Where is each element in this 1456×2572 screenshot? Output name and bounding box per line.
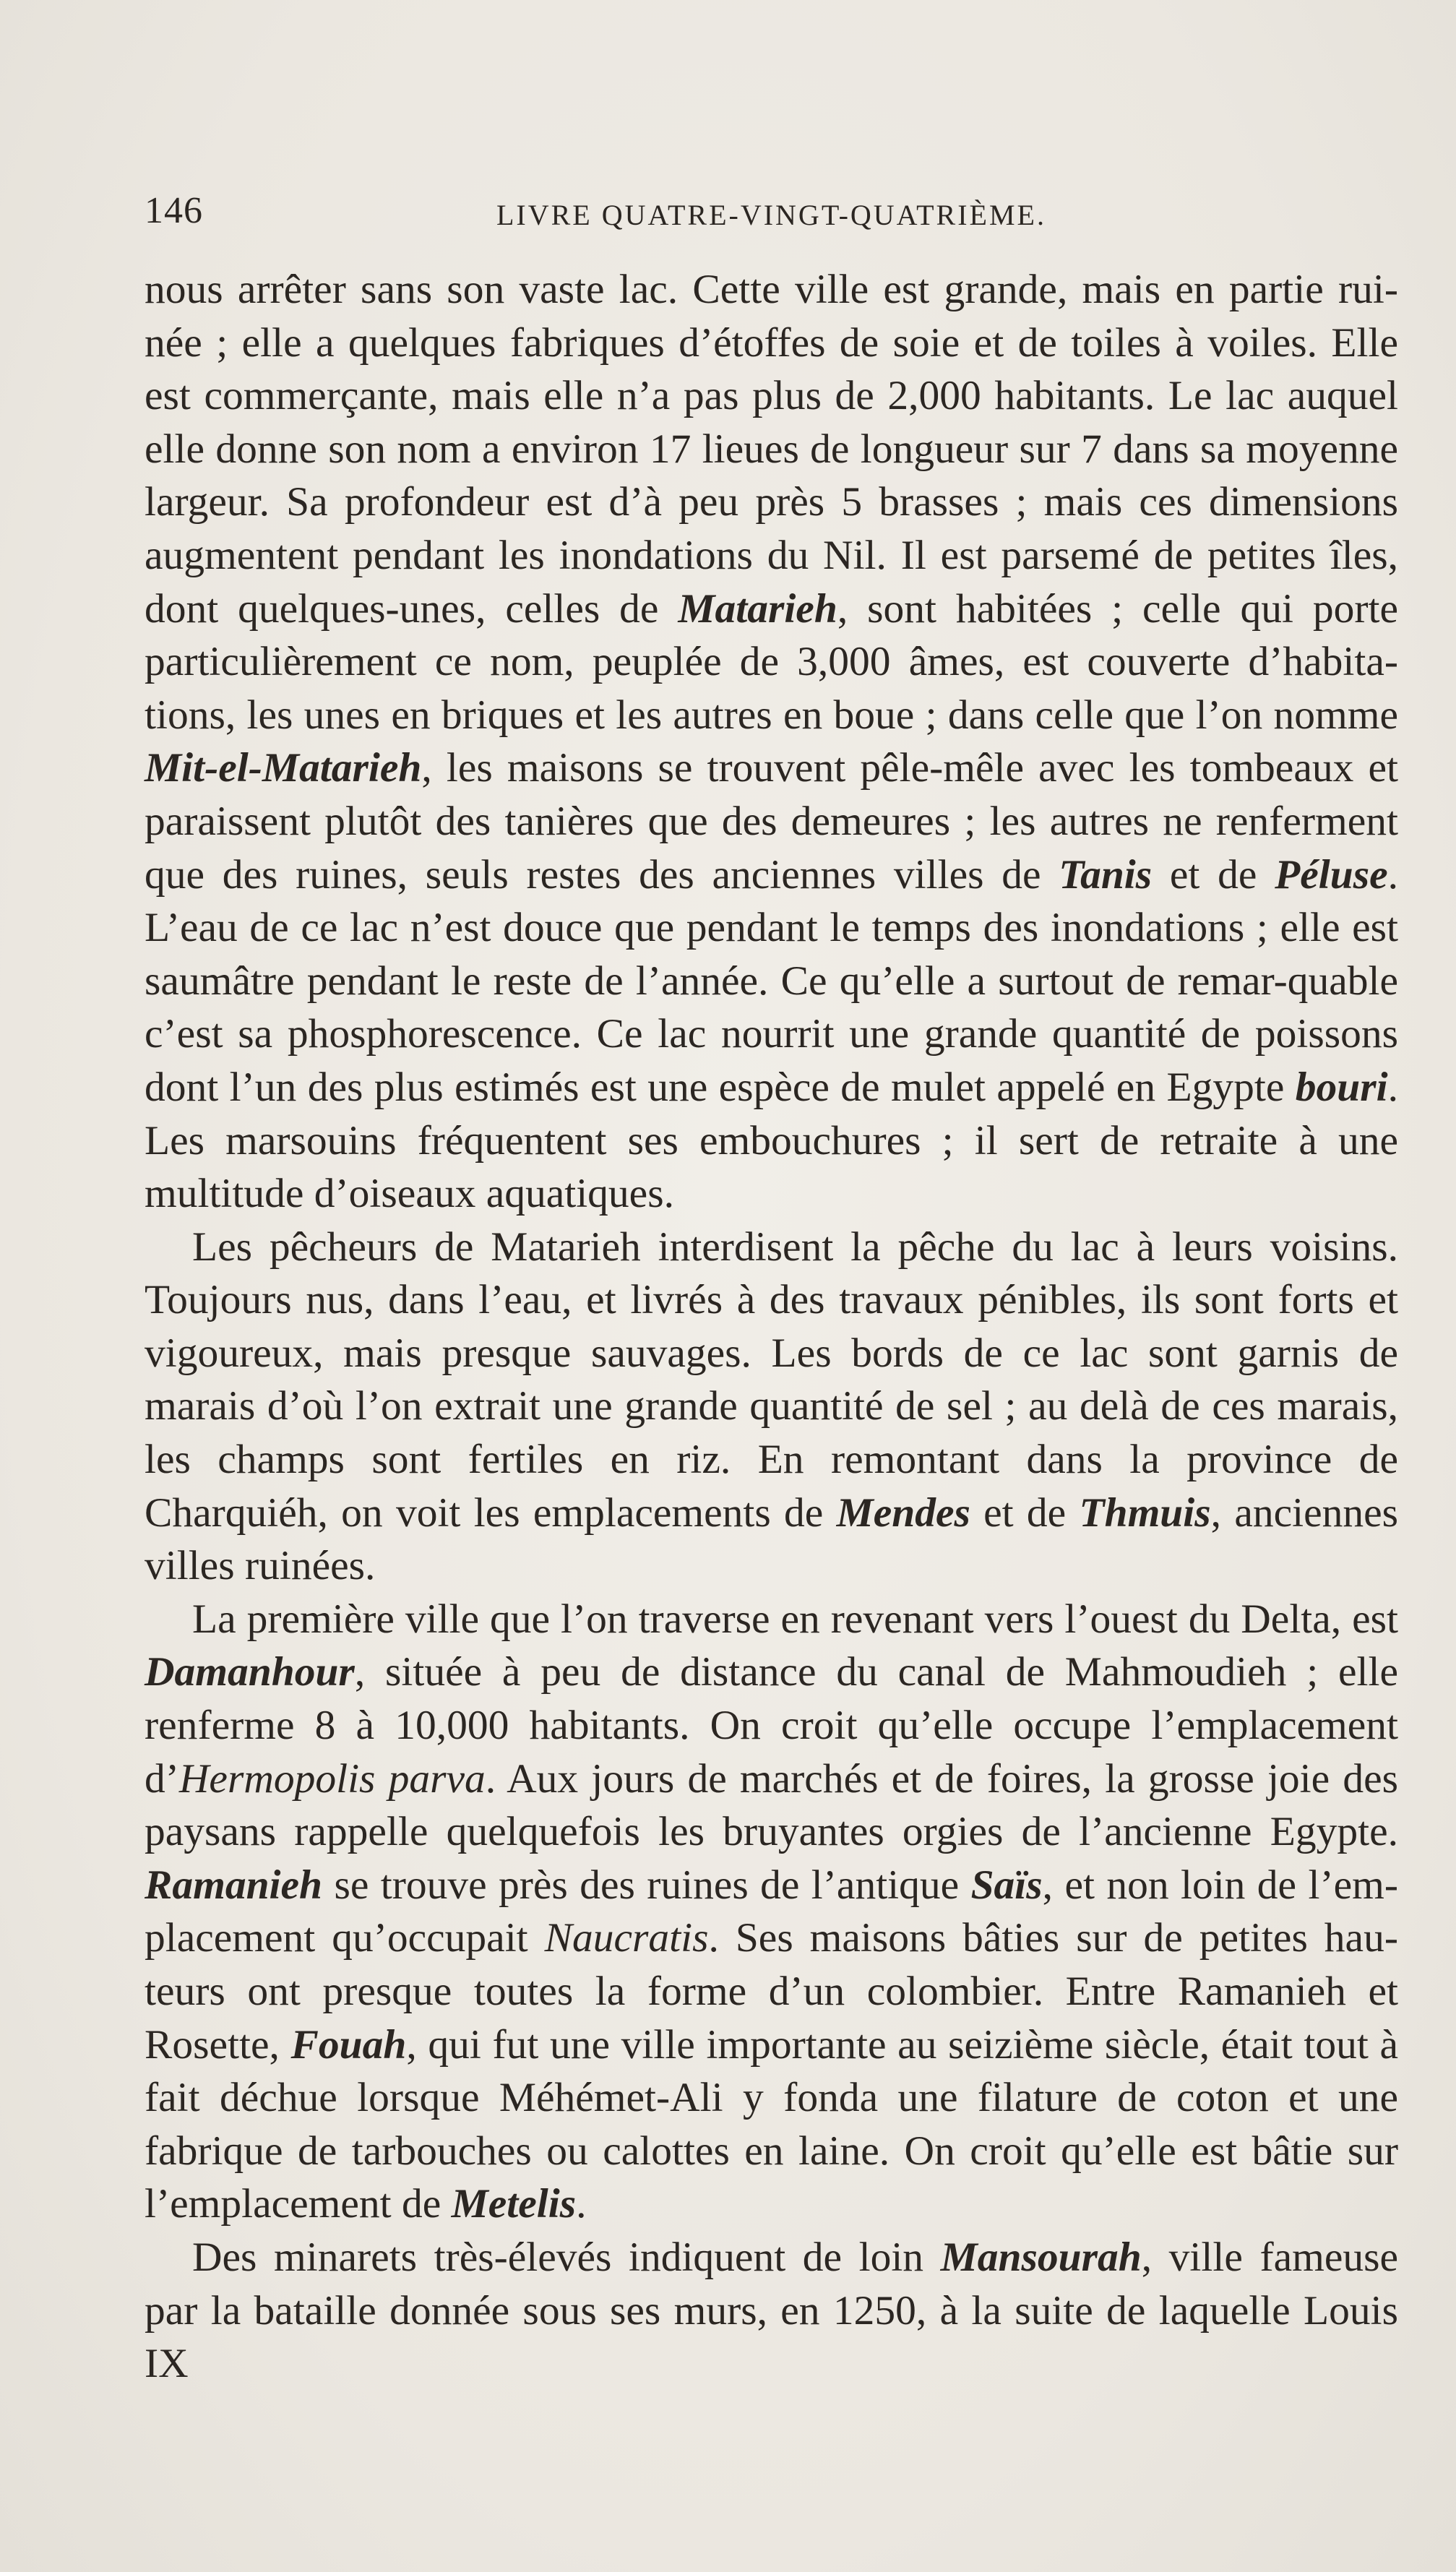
text-run: et de: [1152, 851, 1275, 898]
text-run: . L’eau de ce lac n’est douce que pendant le temps des inondations ; elle est saumâtre pendant le reste de l’année. Ce qu’elle a surtout de remar-quable c’est sa phosphorescence. Ce lac nourrit une grande quantité de poissons dont l’un des plus estimés est une espèce de mulet appelé en Egypte: [145, 851, 1398, 1110]
body-text: [145, 263, 1398, 2391]
text-run: . Aux jours de marchés et de foires, la grosse joie des paysans rappelle quelquefois les bruyantes orgies de l’ancienne Egypte.: [145, 1755, 1398, 1855]
paragraph: [145, 1221, 1398, 1593]
text-run: et de: [970, 1489, 1080, 1536]
emphasized-name: Damanhour: [145, 1649, 355, 1695]
page-number: 146: [145, 190, 203, 231]
text-run: Des minarets très-élevés indiquent de loin: [192, 2234, 941, 2280]
emphasized-name: Péluse: [1275, 851, 1388, 898]
paragraph: [145, 1593, 1398, 2231]
page-header: [145, 189, 1398, 233]
text-run: , qui fut une ville importante au seizième siècle, était tout à fait déchue lorsque Méhémet-Ali y fonda une filature de coton et une fabrique de tarbouches ou calottes en laine. On croit qu’elle est bâtie sur l’emplacement de: [145, 2021, 1398, 2227]
emphasized-name: Metelis: [451, 2181, 577, 2227]
text-run: , et non loin de l’em-placement qu’occupait: [145, 1862, 1398, 1961]
text-run: , anciennes villes ruinées.: [145, 1489, 1399, 1589]
emphasized-name: Naucratis: [544, 1915, 709, 1961]
text-run: nous arrêter sans son vaste lac. Cette ville est grande, mais en partie rui-née ; elle a quelques fabriques d’étoffes de soie et de toiles à voiles. Elle est commerçante, mais elle n’a pas plus de 2,000 habitants. Le lac auquel elle donne son nom a environ 17 lieues de longueur sur 7 dans sa moyenne largeur. Sa profondeur est d’à peu près 5 brasses ; mais ces dimensions augmentent pendant les inondations du Nil. Il est parsemé de petites îles, dont quelques-unes, celles de: [145, 267, 1398, 632]
text-run: .: [576, 2181, 587, 2227]
paragraph: [145, 263, 1398, 1221]
text-run: . Ses maisons bâties sur de petites hau-teurs ont presque toutes la forme d’un colombier. Entre Ramanieh et Rosette,: [145, 1915, 1398, 2068]
emphasized-name: Matarieh: [678, 585, 837, 632]
text-run: La première ville que l’on traverse en revenant vers l’ouest du Delta, est: [192, 1596, 1398, 1642]
paragraph: [145, 2231, 1398, 2391]
text-run: , située à peu de distance du canal de Mahmoudieh ; elle renferme 8 à 10,000 habitants. On croit qu’elle occupe l’emplacement d’: [145, 1649, 1398, 1802]
emphasized-name: Mansourah: [940, 2234, 1142, 2280]
emphasized-name: Mit-el-Matarieh: [145, 745, 422, 791]
emphasized-name: Saïs: [970, 1862, 1043, 1908]
emphasized-name: Hermopolis parva: [178, 1755, 486, 1802]
emphasized-name: Thmuis: [1079, 1489, 1211, 1536]
emphasized-name: Ramanieh: [145, 1862, 323, 1908]
text-run: Les pêcheurs de Matarieh interdisent la pêche du lac à leurs voisins. Toujours nus, dans l’eau, et livrés à des travaux pénibles, ils sont forts et vigoureux, mais presque sauvages. Les bords de ce lac sont garnis de marais d’où l’on extrait une grande quantité de sel ; au delà de ces marais, les champs sont fertiles en riz. En remontant dans la province de Charquiéh, on voit les emplacements de: [145, 1223, 1398, 1536]
text-run: , sont habitées ; celle qui porte particulièrement ce nom, peuplée de 3,000 âmes, est couverte d’habita-tions, les unes en briques et les autres en boue ; dans celle que l’on nomme: [145, 585, 1398, 738]
running-title: LIVRE QUATRE-VINGT-QUATRIÈME.: [496, 199, 1046, 231]
text-run: se trouve près des ruines de l’antique: [322, 1862, 971, 1908]
text-run: , les maisons se trouvent pêle-mêle avec les tombeaux et paraissent plutôt des tanières que des demeures ; les autres ne renferment que des ruines, seuls restes des anciennes villes de: [145, 745, 1398, 898]
emphasized-name: Mendes: [836, 1489, 970, 1536]
emphasized-name: bouri: [1295, 1064, 1388, 1110]
text-run: , ville fameuse par la bataille donnée sous ses murs, en 1250, à la suite de laquelle Louis IX: [145, 2234, 1399, 2387]
emphasized-name: Fouah: [290, 2021, 407, 2068]
emphasized-name: Tanis: [1059, 851, 1153, 898]
text-run: . Les marsouins fréquentent ses embouchures ; il sert de retraite à une multitude d’oiseaux aquatiques.: [145, 1064, 1398, 1217]
